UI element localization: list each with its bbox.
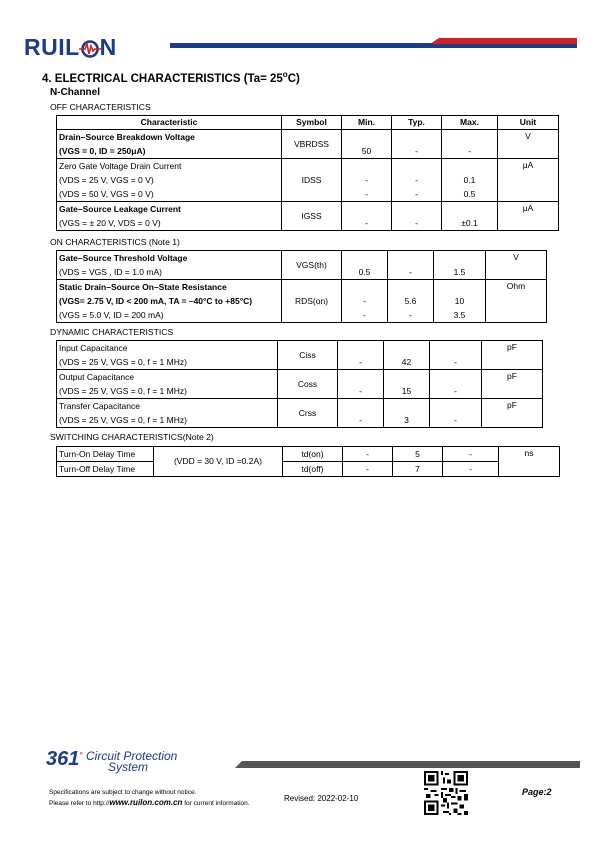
table-row: Drain–Source Breakdown Voltage (VGS = 0, ID = 250μA) VBRDSS 50 - - V: [57, 130, 559, 159]
brand-number: 361: [46, 748, 80, 770]
table-row: Gate–Source Leakage Current (VGS = ± 20 V, VDS = 0 V) IGSS - - ±0.1 μA: [57, 202, 559, 231]
website-link[interactable]: www.ruilon.com.cn: [109, 798, 183, 807]
brand-line-2: System: [107, 760, 148, 774]
qr-code-icon: [424, 771, 468, 815]
brand-logo: [24, 34, 117, 61]
footer-notes: Specifications are subject to change without notice. Please refer to http://www.ruilon.com.cn for current information.: [49, 789, 250, 807]
table-row: Static Drain–Source On–State Resistance (VGS= 2.75 V, ID < 200 mA, TA = –40°C to +85°C) (VGS = 5.0 V, ID = 200 mA) RDS(on) - - 5.6 - 10 3.5 Ohm: [57, 280, 547, 323]
switching-characteristics-table: [56, 446, 560, 477]
col-unit: Unit: [498, 116, 559, 130]
col-symbol: Symbol: [282, 116, 342, 130]
group-dynamic: DYNAMIC CHARACTERISTICS: [50, 327, 174, 337]
group-off: OFF CHARACTERISTICS: [50, 102, 151, 112]
brand-line-1: Circuit Protection: [85, 749, 178, 763]
on-characteristics-table: [56, 250, 547, 323]
col-min: Min.: [342, 116, 392, 130]
section-title: 4. ELECTRICAL CHARACTERISTICS $(Ta= 25^oC)$: [42, 70, 300, 85]
table-row: Input Capacitance (VDS = 25 V, VGS = 0, f = 1 MHz) Ciss - 42 - pF: [57, 341, 543, 370]
logo-text-right: N: [99, 34, 117, 60]
dynamic-characteristics-table: [56, 340, 543, 428]
header-bar-blue: [170, 43, 442, 48]
col-typ: Typ.: [392, 116, 442, 130]
degree-mark: o: [282, 70, 288, 79]
channel-subtitle: N-Channel: [50, 87, 100, 98]
col-max: Max.: [442, 116, 498, 130]
group-switching: SWITCHING CHARACTERISTICS(Note 2): [50, 432, 214, 442]
pulse-o-icon: [79, 40, 101, 58]
header-bar-blue-right: [430, 44, 577, 48]
footer-brand: 361° Circuit Protection System: [46, 748, 178, 774]
footer-bar: [235, 761, 580, 768]
table-row: Turn-Off Delay Time td(off) - 7 -: [57, 462, 560, 477]
table-row: Gate–Source Threshold Voltage (VDS = VGS , ID = 1.0 mA) VGS(th) 0.5 - 1.5 V: [57, 251, 547, 280]
table-row: Zero Gate Voltage Drain Current (VDS = 25 V, VGS = 0 V) (VDS = 50 V, VGS = 0 V) IDSS - - - - 0.1 0.5 μA: [57, 159, 559, 202]
off-characteristics-table: [56, 115, 559, 231]
table-row: Output Capacitance (VDS = 25 V, VGS = 0, f = 1 MHz) Coss - 15 - pF: [57, 370, 543, 399]
table-row: Transfer Capacitance (VDS = 25 V, VGS = 0, f = 1 MHz) Crss - 3 - pF: [57, 399, 543, 428]
revised-date: Revised: 2022-02-10: [284, 794, 359, 803]
page-number: Page:2: [522, 787, 552, 797]
table-header-row: [57, 116, 559, 130]
group-on: ON CHARACTERISTICS (Note 1): [50, 237, 180, 247]
logo-text-left: RUIL: [24, 34, 80, 60]
col-characteristic: Characteristic: [57, 116, 282, 130]
table-row: Turn-On Delay Time (VDD = 30 V, ID =0.2A) td(on) - 5 - ns: [57, 447, 560, 462]
